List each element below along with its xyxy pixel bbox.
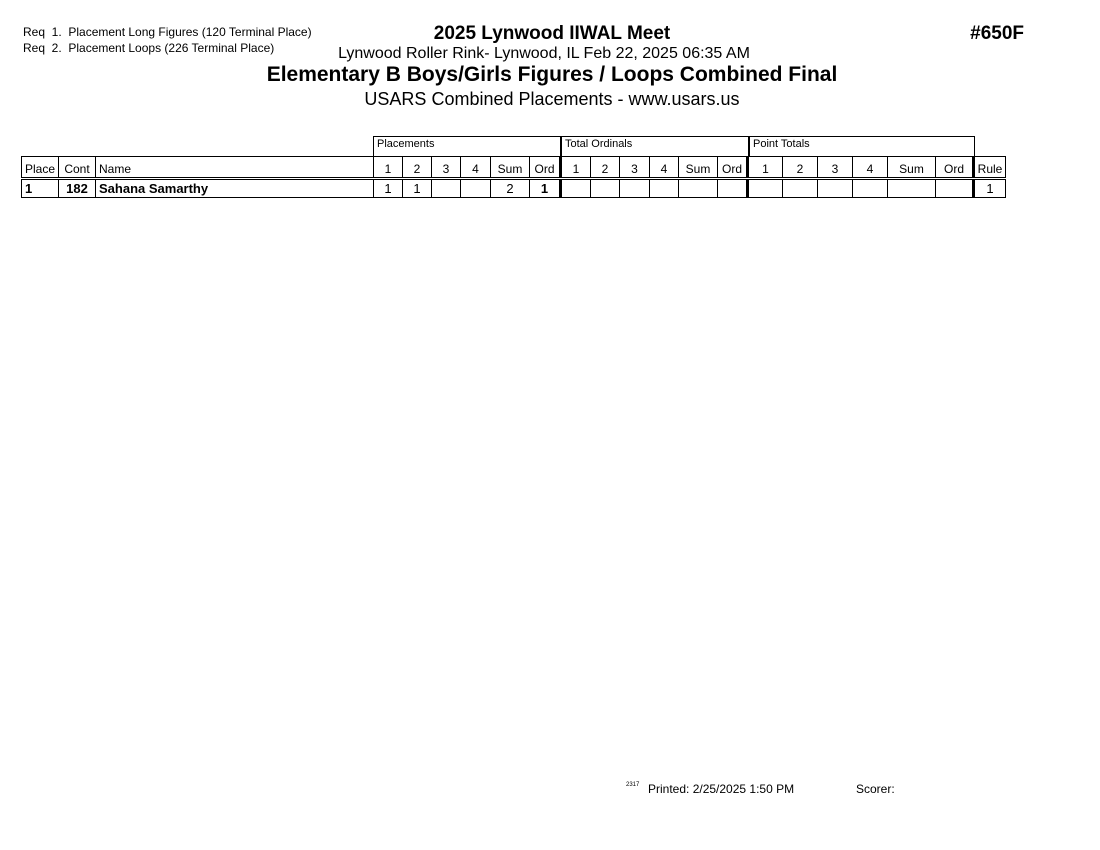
col-cont: Cont [59,157,96,179]
cell-name: Sahana Samarthy [96,179,374,198]
col-placements-sum: Sum [491,157,530,179]
cell-placements-1: 1 [374,179,403,198]
event-number: #650F [970,23,1024,44]
col-placements-2: 2 [403,157,432,179]
cell-points-2 [783,179,818,198]
col-ordinals-2: 2 [591,157,620,179]
meet-title: 2025 Lynwood IIWAL Meet [433,23,671,44]
cell-points-3 [818,179,853,198]
col-place: Place [22,157,59,179]
group-header-placements: Placements [373,136,561,156]
cell-points-ord [936,179,974,198]
cell-placements-sum: 2 [491,179,530,198]
scorer-label: Scorer: [856,782,895,796]
col-name: Name [96,157,374,179]
cell-points-1 [748,179,783,198]
footer-code: 2317 [626,782,640,788]
col-placements-1: 1 [374,157,403,179]
requirement-2: Req 2. Placement Loops (226 Terminal Place) [23,41,275,55]
cell-points-4 [853,179,888,198]
subtitle: USARS Combined Placements - www.usars.us [364,89,740,109]
col-points-2: 2 [783,157,818,179]
group-header-total-ordinals: Total Ordinals [561,136,749,156]
results-table [21,156,1006,198]
col-ordinals-1: 1 [561,157,591,179]
cell-ordinals-ord [718,179,748,198]
cell-ordinals-4 [650,179,679,198]
col-points-ord: Ord [936,157,974,179]
table-row [22,179,1006,198]
cell-cont: 182 [59,179,96,198]
event-title: Elementary B Boys/Girls Figures / Loops Combined Final [266,63,838,86]
cell-points-sum [888,179,936,198]
col-ordinals-3: 3 [620,157,650,179]
cell-ordinals-sum [679,179,718,198]
col-ordinals-ord: Ord [718,157,748,179]
cell-placements-ord: 1 [530,179,561,198]
col-placements-ord: Ord [530,157,561,179]
col-placements-4: 4 [461,157,491,179]
col-placements-3: 3 [432,157,461,179]
col-points-3: 3 [818,157,853,179]
col-points-sum: Sum [888,157,936,179]
cell-ordinals-1 [561,179,591,198]
cell-placements-2: 1 [403,179,432,198]
col-points-4: 4 [853,157,888,179]
location-line: Lynwood Roller Rink- Lynwood, IL Feb 22, 2025 06:35 AM [338,45,750,62]
cell-place: 1 [22,179,59,198]
col-ordinals-4: 4 [650,157,679,179]
table-header-row [22,157,1006,179]
col-points-1: 1 [748,157,783,179]
cell-placements-3 [432,179,461,198]
cell-rule: 1 [974,179,1006,198]
col-ordinals-sum: Sum [679,157,718,179]
group-header-point-totals: Point Totals [749,136,975,156]
printed-timestamp: Printed: 2/25/2025 1:50 PM [648,782,795,796]
cell-ordinals-2 [591,179,620,198]
cell-placements-4 [461,179,491,198]
requirement-1: Req 1. Placement Long Figures (120 Terminal Place) [23,25,312,39]
cell-ordinals-3 [620,179,650,198]
col-rule: Rule [974,157,1006,179]
